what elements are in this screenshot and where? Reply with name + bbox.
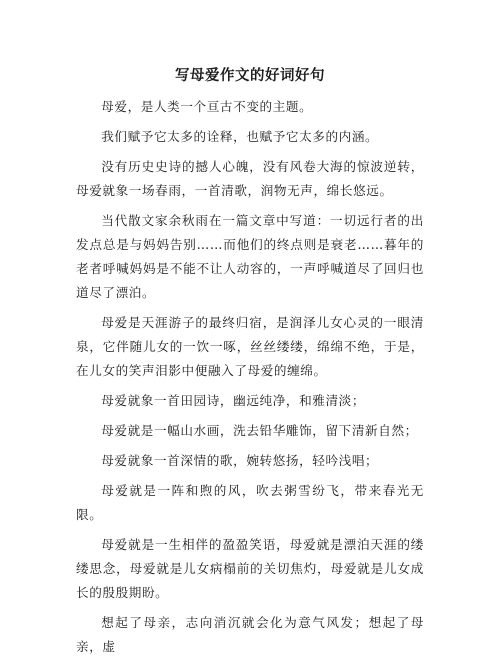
paragraph: 母爱，是人类一个亘古不变的主题。 (101, 99, 313, 114)
paragraph: 没有历史史诗的撼人心魄，没有风卷大海的惊波逆转，母爱就象一场春雨，一首清歌，润物无声，绵长悠远。 (76, 159, 424, 198)
paragraph: 想起了母亲，志向消沉就会化为意气风发；想起了母亲，虚 (76, 615, 424, 654)
paragraph: 母爱就是一生相伴的盈盈笑语，母爱就是漂泊天涯的缕缕思念，母爱就是儿女病榻前的关切焦灼，母爱就是儿女成长的殷殷期盼。 (76, 537, 424, 600)
paragraph: 我们赋予它太多的诠释，也赋予它太多的内涵。 (101, 129, 379, 144)
paragraph: 母爱是天涯游子的最终归宿，是润泽儿女心灵的一眼清泉，它伴随儿女的一饮一啄，丝丝缕缕，绵绵不绝，于是，在儿女的笑声泪影中便融入了母爱的缠绵。 (76, 315, 424, 378)
paragraph: 母爱就象一首深情的歌，婉转悠扬，轻吟浅唱； (101, 453, 379, 468)
paragraph: 母爱就是一阵和煦的风，吹去粥雪纷飞，带来春光无限。 (76, 483, 424, 522)
paragraph: 当代散文家余秋雨在一篇文章中写道：一切远行者的出发点总是与妈妈告别……而他们的终点则是衰老……暮年的老者呼喊妈妈是不能不让人动容的，一声呼喊道尽了回归也道尽了漂泊。 (76, 213, 424, 300)
paragraph: 母爱就是一幅山水画，洗去铅华雕饰，留下清新自然； (101, 423, 418, 438)
paragraph: 母爱就象一首田园诗，幽远纯净，和雅清淡； (101, 393, 366, 408)
document-title: 写母爱作文的好词好句 (175, 67, 325, 84)
